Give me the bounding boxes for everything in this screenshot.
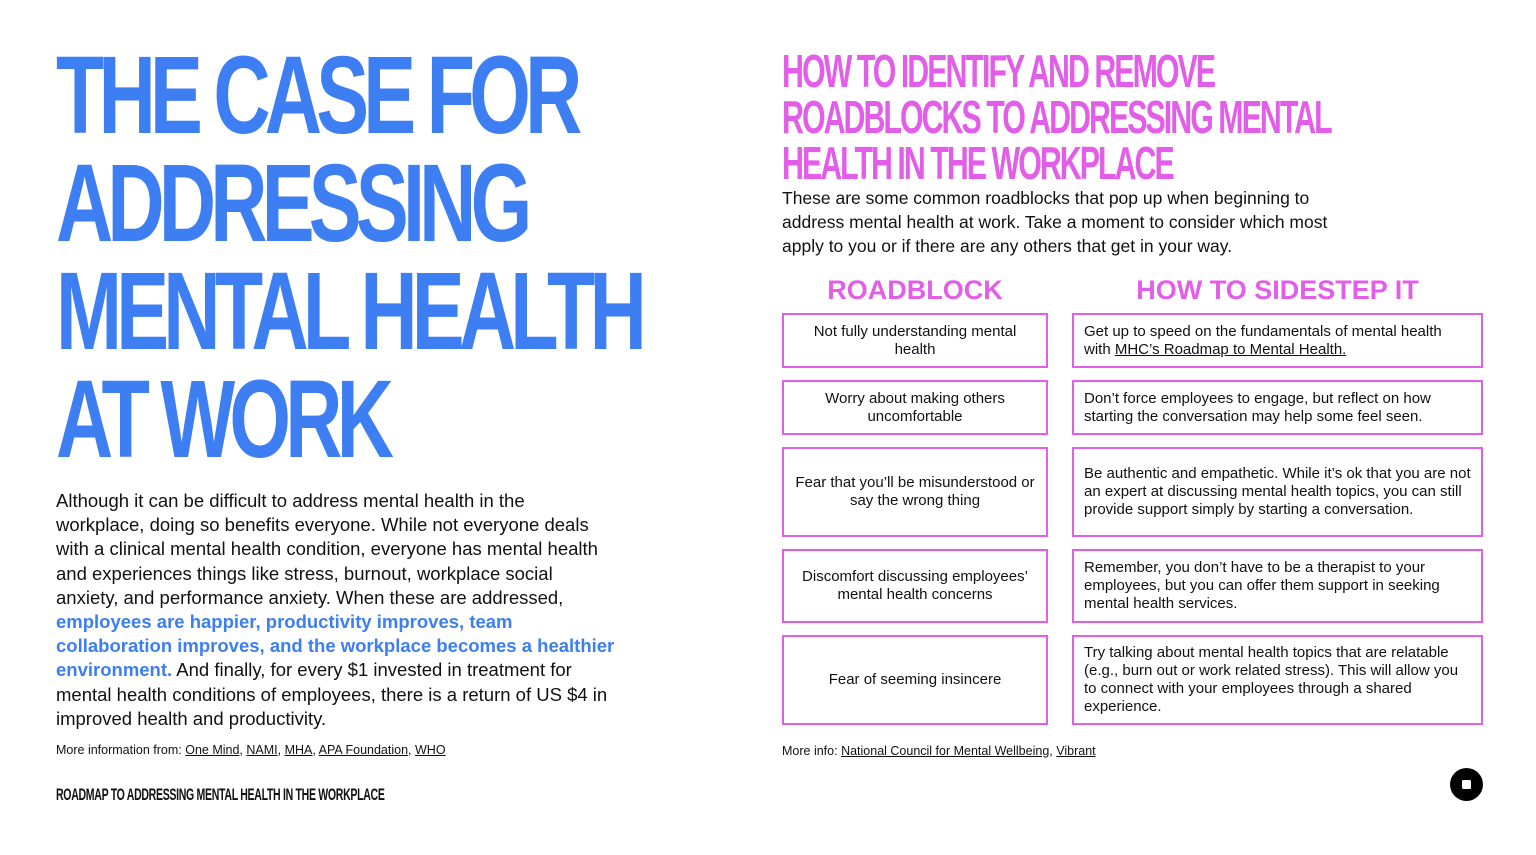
sources-label: More information from: (56, 743, 186, 757)
page-title (56, 34, 642, 481)
source-link-nami[interactable]: NAMI (246, 743, 278, 757)
section-title-line: ROADBLOCKS TO ADDRESSING MENTAL (782, 91, 1331, 143)
roadblock-text: Discomfort discussing employees’ mental health concerns (802, 568, 1028, 603)
column-header-roadblock: ROADBLOCK (827, 275, 1003, 305)
sidestep-text: Try talking about mental health topics that are relatable (e.g., burn out or work related stress). This will allow you to connect with your employees through a shared experience. (1084, 644, 1459, 715)
link-vibrant[interactable]: Vibrant (1056, 744, 1096, 758)
title-line: ADDRESSING (56, 142, 527, 265)
sidestep-cell (1072, 549, 1483, 623)
roadblock-text: Worry about making others uncomfortable (825, 389, 1005, 425)
roadblock-cell (782, 447, 1048, 537)
link-national-council[interactable]: National Council for Mental Wellbeing (841, 744, 1050, 758)
source-link-mha[interactable]: MHA (284, 743, 313, 757)
section-title (782, 45, 1331, 189)
sidestep-text (1084, 323, 1471, 359)
stop-button[interactable] (1450, 768, 1483, 801)
body-text-end: And finally, for every $1 invested in treatment for mental health conditions of employees, there is a return of US $4 in improved health and productivity. (56, 659, 608, 729)
roadmap-link[interactable]: MHC’s Roadmap to Mental Health. (1114, 340, 1347, 358)
stop-icon (1462, 780, 1471, 789)
sidestep-cell (1072, 380, 1483, 435)
source-link-one-mind[interactable]: One Mind (185, 743, 240, 757)
footer-label: ROADMAP TO ADDRESSING MENTAL HEALTH IN THE WORKPLACE (56, 785, 385, 804)
section-title-line: HEALTH IN THE WORKPLACE (782, 137, 1173, 189)
roadblock-text: Not fully understanding mental health (813, 322, 1017, 358)
section-title-line: HOW TO IDENTIFY AND REMOVE (782, 45, 1215, 97)
source-link-who[interactable]: WHO (415, 743, 446, 757)
source-link-apa-foundation[interactable]: APA Foundation (318, 743, 409, 757)
body-highlight: employees are happier, productivity improves, team collaboration improves, and the workplace becomes a healthier environment. (56, 611, 615, 681)
sidestep-cell (1072, 313, 1483, 368)
body-paragraph (56, 489, 616, 731)
sidestep-text: Don’t force employees to engage, but reflect on how starting the conversation may help some feel seen. (1084, 389, 1431, 425)
roadblock-cell (782, 549, 1048, 623)
sidestep-text: Be authentic and empathetic. While it’s ok that you are not an expert at discussing mental health topics, you can still provide support simply by starting a conversation. (1084, 465, 1471, 518)
intro-paragraph: These are some common roadblocks that pop up when beginning to address mental health at work. Take a moment to consider which most apply to you or if there are any others that get in your way. (782, 188, 1328, 257)
roadblock-cell (782, 380, 1048, 435)
title-line: AT WORK (56, 358, 389, 481)
column-header-sidestep: HOW TO SIDESTEP IT (1136, 275, 1419, 305)
title-line: MENTAL HEALTH (56, 250, 642, 373)
title-line: THE CASE FOR (56, 34, 577, 157)
sources-line: More information from: One Mind, NAMI, MHA, APA Foundation, WHO (56, 743, 446, 757)
roadblock-text: Fear of seeming insincere (828, 671, 1002, 688)
body-text-start: Although it can be difficult to address mental health in the workplace, doing so benefits everyone. While not everyone deals with a clinical mental health condition, everyone has mental health and experiences things like stress, burnout, workplace social anxiety, and performance anxiety. When these are addressed, (56, 490, 598, 608)
sidestep-text: Remember, you don’t have to be a therapist to your employees, but you can offer them support in seeking mental health services. (1084, 559, 1440, 612)
roadblock-cell (782, 313, 1048, 368)
more-info-line: More info: National Council for Mental Wellbeing, Vibrant (782, 744, 1096, 758)
sidestep-cell (1072, 447, 1483, 537)
more-info-label: More info: (782, 744, 842, 758)
sidestep-text-start: Get up to speed on the fundamentals of mental health with (1084, 322, 1442, 358)
sidestep-cell (1072, 635, 1483, 725)
roadblock-text: Fear that you’ll be misunderstood or say the wrong thing (795, 474, 1035, 509)
roadblock-cell (782, 635, 1048, 725)
